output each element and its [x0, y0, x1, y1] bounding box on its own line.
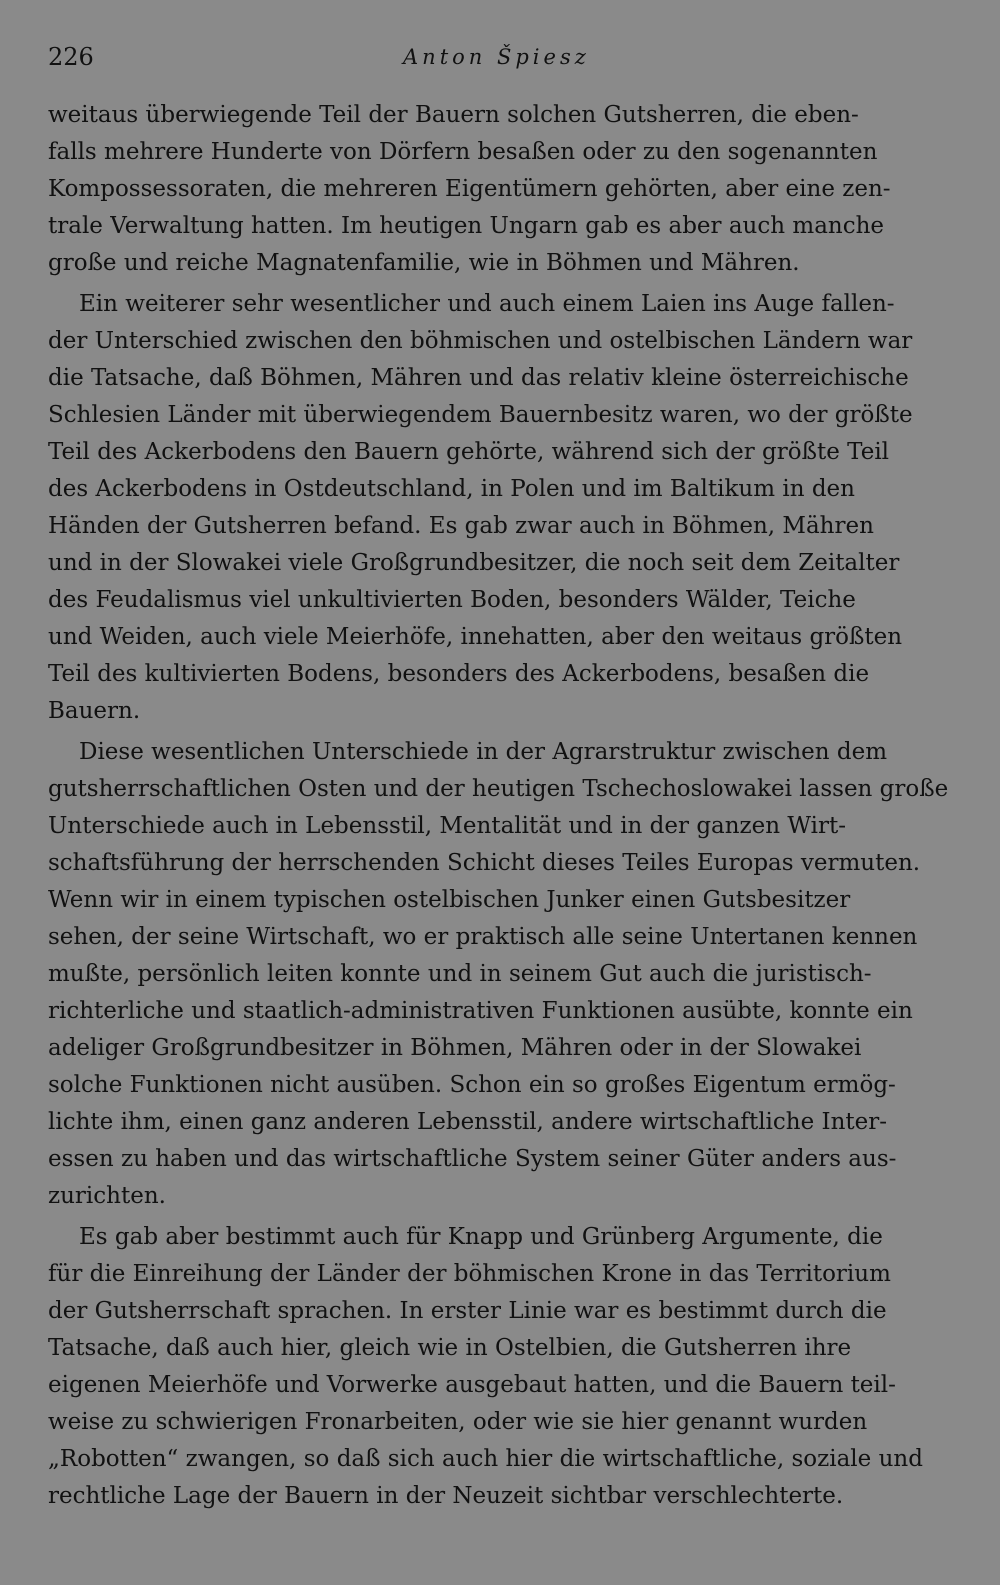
- text-line: Bauern.: [48, 698, 141, 724]
- text-line: sehen, der seine Wirtschaft, wo er praktisch alle seine Untertanen kennen: [48, 924, 918, 950]
- text-line: solche Funktionen nicht ausüben. Schon ein so großes Eigentum ermög-: [48, 1072, 896, 1098]
- text-line: mußte, persönlich leiten konnte und in seinem Gut auch die juristisch-: [48, 961, 872, 987]
- text-line: Teil des kultivierten Bodens, besonders des Ackerbodens, besaßen die: [48, 661, 870, 687]
- text-line: Ein weiterer sehr wesentlicher und auch einem Laien ins Auge fallen-: [79, 291, 895, 317]
- text-line: der Unterschied zwischen den böhmischen und ostelbischen Ländern war: [48, 328, 913, 354]
- page-header: [48, 42, 928, 82]
- paragraph-1: [48, 97, 934, 282]
- text-line: der Gutsherrschaft sprachen. In erster Linie war es bestimmt durch die: [48, 1298, 887, 1324]
- text-line: falls mehrere Hunderte von Dörfern besaßen oder zu den sogenannten: [48, 139, 878, 165]
- text-line: trale Verwaltung hatten. Im heutigen Ungarn gab es aber auch manche: [48, 213, 885, 239]
- text-line: des Feudalismus viel unkultivierten Boden, besonders Wälder, Teiche: [48, 587, 856, 613]
- text-line: richterliche und staatlich-administrativen Funktionen ausübte, konnte ein: [48, 998, 913, 1024]
- text-line: große und reiche Magnatenfamilie, wie in Böhmen und Mähren.: [48, 250, 800, 276]
- paragraph-3: [48, 734, 949, 1215]
- text-line: eigenen Meierhöfe und Vorwerke ausgebaut hatten, und die Bauern teil-: [48, 1372, 896, 1398]
- text-line: weitaus überwiegende Teil der Bauern solchen Gutsherren, die eben-: [48, 102, 859, 128]
- text-line: lichte ihm, einen ganz anderen Lebensstil, andere wirtschaftliche Inter-: [48, 1109, 888, 1135]
- text-line: Wenn wir in einem typischen ostelbischen Junker einen Gutsbesitzer: [48, 887, 851, 913]
- text-line: schaftsführung der herrschenden Schicht dieses Teiles Europas vermuten.: [48, 850, 921, 876]
- text-line: „Robotten“ zwangen, so daß sich auch hier die wirtschaftliche, soziale und: [48, 1446, 923, 1472]
- text-line: Händen der Gutsherren befand. Es gab zwar auch in Böhmen, Mähren: [48, 513, 874, 539]
- text-line: Diese wesentlichen Unterschiede in der Agrarstruktur zwischen dem: [79, 739, 888, 765]
- text-line: adeliger Großgrundbesitzer in Böhmen, Mähren oder in der Slowakei: [48, 1035, 862, 1061]
- paragraph-2: [48, 286, 934, 730]
- text-line: Schlesien Länder mit überwiegendem Bauernbesitz waren, wo der größte: [48, 402, 913, 428]
- text-line: zurichten.: [48, 1183, 166, 1209]
- text-line: Unterschiede auch in Lebensstil, Mentalität und in der ganzen Wirt-: [48, 813, 847, 839]
- text-line: für die Einreihung der Länder der böhmischen Krone in das Territorium: [48, 1261, 891, 1287]
- text-line: und Weiden, auch viele Meierhöfe, innehatten, aber den weitaus größten: [48, 624, 903, 650]
- text-line: Tatsache, daß auch hier, gleich wie in Ostelbien, die Gutsherren ihre: [48, 1335, 852, 1361]
- text-line: die Tatsache, daß Böhmen, Mähren und das relativ kleine österreichische: [48, 365, 909, 391]
- running-head-author: Anton Špiesz: [403, 45, 590, 69]
- text-line: Es gab aber bestimmt auch für Knapp und Grünberg Argumente, die: [79, 1224, 883, 1250]
- text-line: Kompossessoraten, die mehreren Eigentümern gehörten, aber eine zen-: [48, 176, 891, 202]
- text-line: gutsherrschaftlichen Osten und der heutigen Tschechoslowakei lassen große: [48, 776, 949, 802]
- text-line: und in der Slowakei viele Großgrundbesitzer, die noch seit dem Zeitalter: [48, 550, 900, 576]
- text-line: des Ackerbodens in Ostdeutschland, in Polen und im Baltikum in den: [48, 476, 855, 502]
- text-line: essen zu haben und das wirtschaftliche System seiner Güter anders aus-: [48, 1146, 897, 1172]
- text-line: Teil des Ackerbodens den Bauern gehörte, während sich der größte Teil: [48, 439, 890, 465]
- page-number: 226: [48, 43, 94, 71]
- text-line: weise zu schwierigen Fronarbeiten, oder wie sie hier genannt wurden: [48, 1409, 868, 1435]
- body-text: [48, 97, 949, 1519]
- paragraph-4: [48, 1219, 934, 1515]
- text-line: rechtliche Lage der Bauern in der Neuzeit sichtbar verschlechterte.: [48, 1483, 844, 1509]
